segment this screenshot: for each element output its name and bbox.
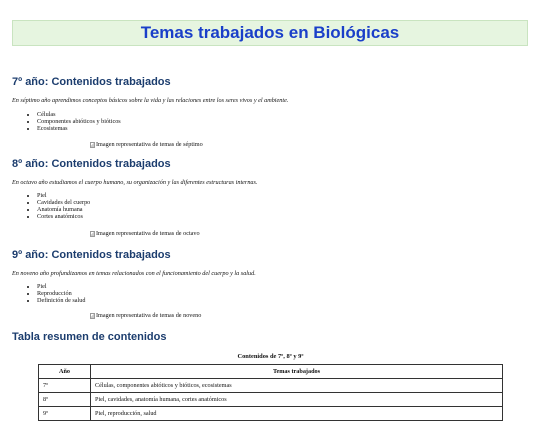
section-heading: 7º año: Contenidos trabajados: [12, 76, 171, 88]
broken-image-icon: [90, 142, 95, 148]
section-intro: En noveno año profundizamos en temas relacionados con el funcionamiento del cuerpo y la salud.: [12, 270, 256, 277]
page-title: Temas trabajados en Biológicas: [140, 23, 400, 42]
image-alt-text: Imagen representativa de temas de octavo: [96, 230, 200, 237]
topic-list: [12, 193, 90, 221]
column-header-topics: Temas trabajados: [91, 365, 503, 379]
image-alt-text: Imagen representativa de temas de noveno: [96, 312, 202, 319]
list-item: • Piel: [37, 284, 85, 291]
summary-table: [38, 364, 503, 421]
list-item: • Piel: [37, 193, 90, 200]
broken-image-icon: [90, 231, 95, 237]
list-item: • Definición de salud: [37, 298, 85, 305]
column-header-year: Año: [39, 365, 91, 379]
topic-list: [12, 112, 121, 133]
table-row: [39, 393, 503, 407]
section-heading: 9º año: Contenidos trabajados: [12, 249, 171, 261]
table-row: [39, 379, 503, 393]
title-banner: [12, 20, 528, 46]
topic-list: [12, 284, 85, 305]
table-caption: Contenidos de 7º, 8º y 9º: [237, 353, 304, 360]
table-cell-topics: Piel, reproducción, salud: [91, 407, 503, 421]
image-placeholder: [90, 312, 201, 320]
list-item: • Cortes anatómicos: [37, 214, 90, 221]
list-item: • Reproducción: [37, 291, 85, 298]
table-cell-topics: Células, componentes abióticos y bióticos, ecosistemas: [91, 379, 503, 393]
page: [0, 20, 540, 417]
section-heading: 8º año: Contenidos trabajados: [12, 158, 171, 170]
table-cell-year: 9º: [39, 407, 91, 421]
table-cell-year: 8º: [39, 393, 91, 407]
list-item: • Ecosistemas: [37, 126, 121, 133]
summary-heading: Tabla resumen de contenidos: [12, 331, 167, 343]
table-cell-year: 7º: [39, 379, 91, 393]
list-item: • Anatomía humana: [37, 207, 90, 214]
table-row: [39, 407, 503, 421]
broken-image-icon: [90, 313, 95, 319]
table-cell-topics: Piel, cavidades, anatomía humana, cortes anatómicos: [91, 393, 503, 407]
list-item: • Componentes abióticos y bióticos: [37, 119, 121, 126]
section-intro: En octavo año estudiamos el cuerpo humano, su organización y las diferentes estructuras internas.: [12, 179, 258, 186]
image-placeholder: [90, 141, 203, 149]
section-intro: En séptimo año aprendimos conceptos básicos sobre la vida y las relaciones entre los seres vivos y el ambiente.: [12, 97, 289, 104]
image-alt-text: Imagen representativa de temas de séptimo: [96, 141, 203, 148]
list-item: • Células: [37, 112, 121, 119]
image-placeholder: [90, 230, 200, 238]
list-item: • Cavidades del cuerpo: [37, 200, 90, 207]
table-header-row: [39, 365, 503, 379]
